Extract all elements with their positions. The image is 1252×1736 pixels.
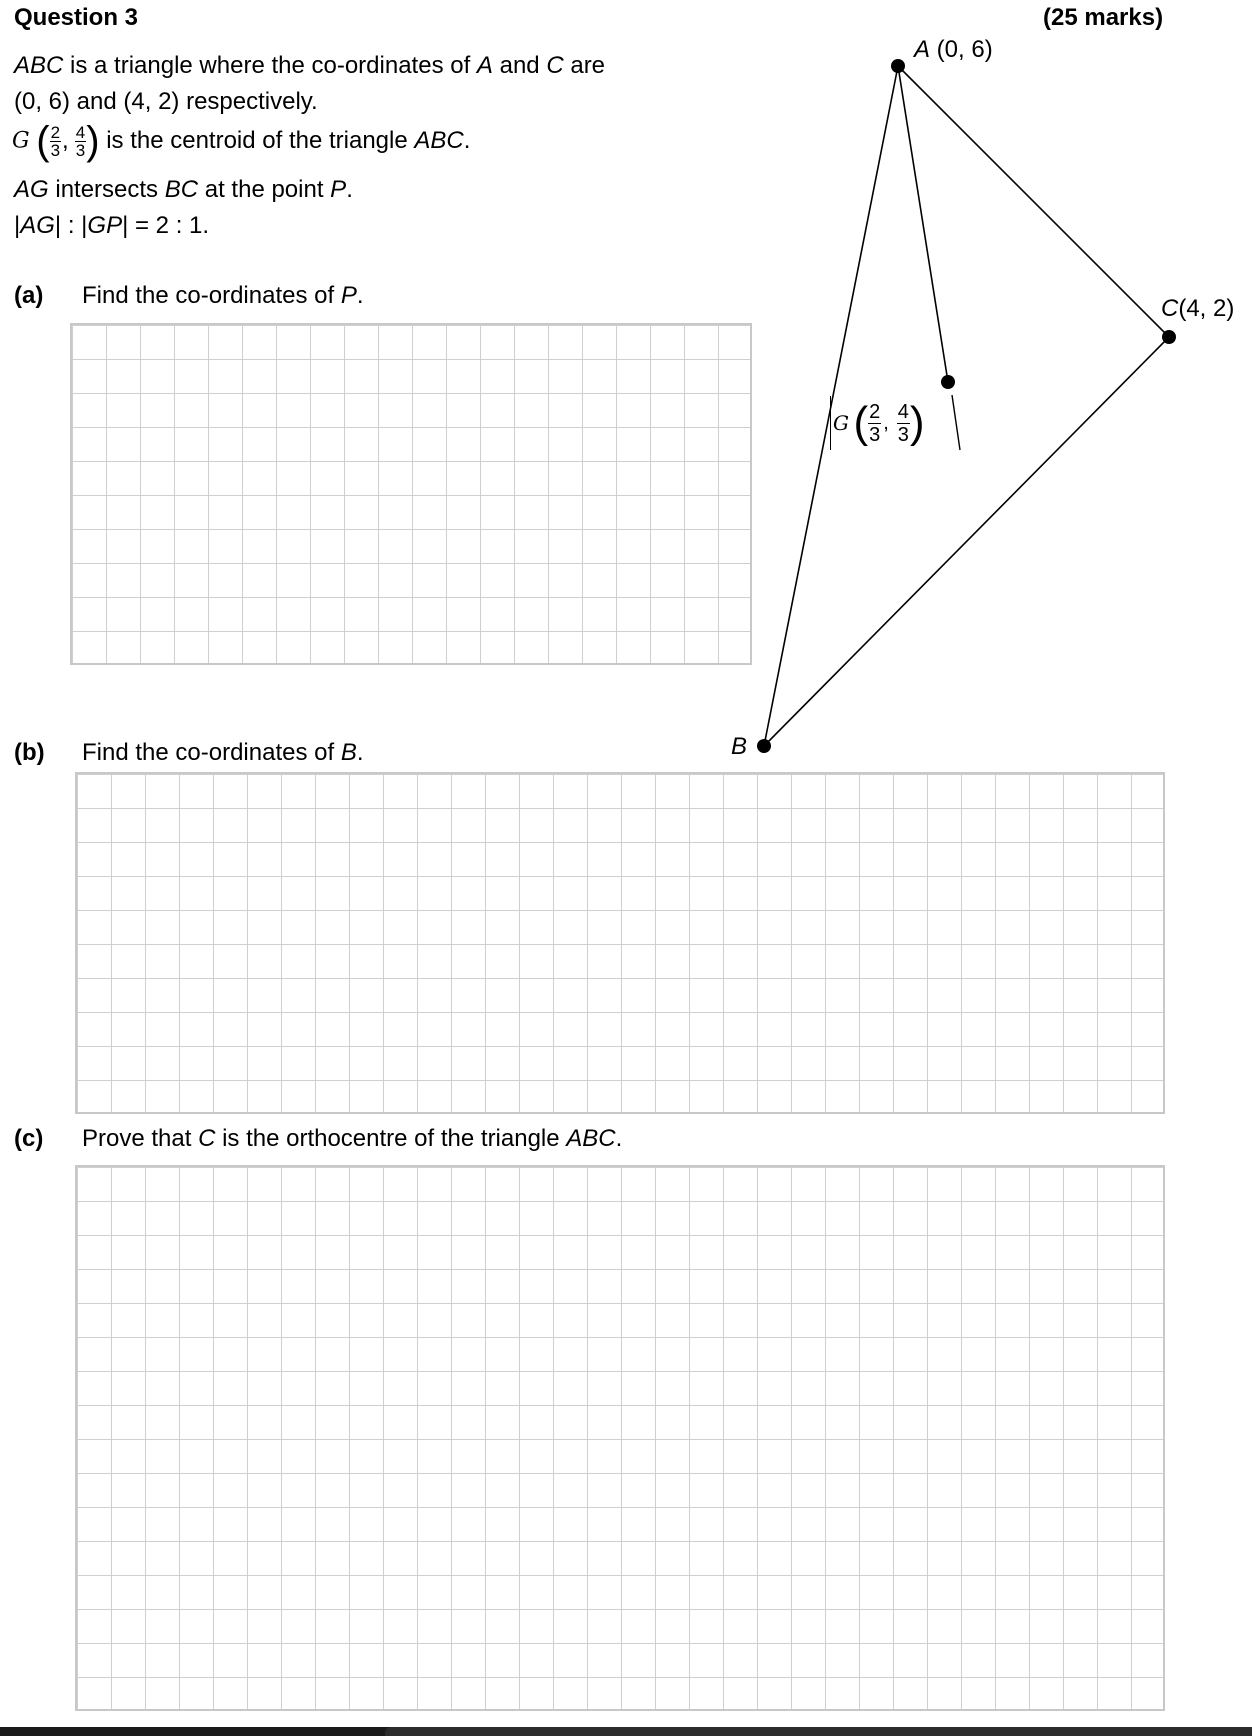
median-ag	[898, 66, 948, 382]
part-a-question: Find the co-ordinates of P.	[82, 282, 364, 309]
g-label-bar	[830, 396, 831, 450]
intro-text: is a triangle where the co-ordinates of	[63, 52, 477, 79]
intro-text: .	[463, 127, 471, 154]
point-c-dot	[1162, 330, 1176, 344]
var-abc: ABC	[414, 127, 464, 154]
part-a-label: (a)	[14, 282, 44, 309]
part-c-label: (c)	[14, 1125, 44, 1152]
point-c-label: C(4, 2)	[1161, 295, 1235, 322]
intro-text: is the centroid of the triangle	[106, 127, 415, 154]
centroid-x-fraction: $\frac{2}{3}$	[50, 122, 61, 160]
intro-text: .	[346, 176, 353, 203]
intro-text: are	[563, 52, 606, 79]
var-abc: ABC	[14, 52, 64, 79]
var-c: C	[546, 52, 564, 79]
var-c: C	[198, 1125, 216, 1152]
right-paren: )	[86, 119, 100, 163]
point-g-dot	[941, 375, 955, 389]
ratio-text: | = 2 : 1.	[122, 212, 210, 239]
question-title: Question 3	[14, 4, 139, 31]
point-g-label: G ( $\frac{2}{3}$ , $\frac{4}{3}$ )	[830, 396, 925, 450]
g-x-fraction: $\frac{2}{3}$	[869, 400, 881, 446]
intro-line-2: (0, 6) and (4, 2) respectively.	[14, 88, 318, 115]
g-label-leader	[952, 395, 960, 450]
g-y-fraction: $\frac{4}{3}$	[897, 400, 909, 446]
point-a-label: A (0, 6)	[914, 36, 993, 63]
part-b-question: Find the co-ordinates of B.	[82, 739, 364, 766]
side-cb	[764, 337, 1169, 746]
var-p: P	[340, 282, 357, 309]
var-ag: AG	[14, 176, 49, 203]
var-b: B	[340, 739, 357, 766]
centroid-y-fraction: $\frac{4}{3}$	[75, 122, 86, 160]
centroid-letter: G	[12, 128, 30, 154]
ratio-text: |	[14, 212, 21, 239]
comma: ,	[62, 127, 69, 154]
point-b-label: B	[731, 733, 748, 760]
left-paren: (	[36, 119, 50, 163]
point-a-dot	[891, 59, 905, 73]
part-b-label: (b)	[14, 739, 45, 766]
var-a: A	[476, 52, 493, 79]
side-ac	[898, 66, 1169, 337]
ratio-text: | : |	[54, 212, 88, 239]
intro-text: intersects	[48, 176, 165, 203]
part-c-question: Prove that C is the orthocentre of the triangle ABC.	[82, 1125, 623, 1152]
point-b-dot	[757, 739, 771, 753]
var-p: P	[330, 176, 347, 203]
intro-text: at the point	[198, 176, 331, 203]
var-ag: AG	[20, 212, 55, 239]
bottom-bar-tab	[385, 1727, 1252, 1736]
var-abc: ABC	[566, 1125, 616, 1152]
var-gp: GP	[87, 212, 123, 239]
marks-label: (25 marks)	[1043, 4, 1164, 31]
intro-text: and	[492, 52, 547, 79]
var-bc: BC	[164, 176, 199, 203]
